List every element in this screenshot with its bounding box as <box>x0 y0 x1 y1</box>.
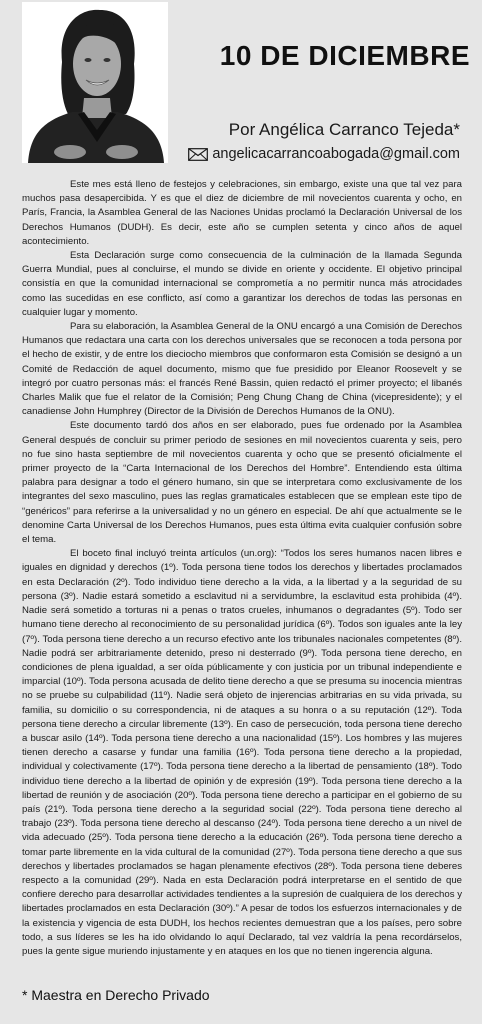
author-footnote: * Maestra en Derecho Privado <box>22 987 210 1003</box>
paragraph: Este mes está lleno de festejos y celebraciones, sin embargo, existe una que tal vez para muchos pasa desapercibida. Y es que el diez de diciembre de mil novecientos cuarenta y ocho, en París, Francia, la Asamblea General de las Naciones Unidas proclamó la Declaración Universal de los Derechos Humanos (DUDH). Es decir, este año se cumplen setenta y cinco años de aquel acontecimiento. <box>22 179 462 247</box>
paragraph: Esta Declaración surge como consecuencia de la culminación de la llamada Segunda Guerra Mundial, pues al concluirse, el mundo se divide en oriente y occidente. El objetivo principal consistía en que la comunidad internacional se comprometía a no permitir nunca más atrocidades como las sucedidas en ese conflicto, así como a garantizar los derechos de todas las personas en cualquier lugar y momento. <box>22 250 462 318</box>
article-title: 10 DE DICIEMBRE <box>219 40 470 71</box>
article-body <box>22 178 462 959</box>
author-byline: Por Angélica Carranco Tejeda* <box>228 120 460 139</box>
author-email[interactable]: angelicacarrancoabogada@gmail.com <box>212 146 460 162</box>
paragraph: Este documento tardó dos años en ser elaborado, pues fue ordenado por la Asamblea General después de concluir su primer periodo de sesiones en mil novecientos cuarenta y seis, pero no fue sino hasta septiembre de mil novecientos cuarenta y ocho que se presentó oficialmente el primer proyecto de la “Carta Internacional de los Derechos del Hombre”. Entendiendo esta última palabra para designar a todo el género humano, sin que se interpretara como exclusivamente de los integrantes del sexo masculino, pues las reglas gramaticales establecen que se emplean este tipo de “genéricos” para referirse a la universalidad y no un género en especial. De ahí que actualmente se le denomine Carta Universal de los Derechos Humanos, pues esta última evita cualquier confusión sobre el tema. <box>22 420 462 546</box>
author-email-row <box>188 146 460 162</box>
envelope-icon <box>188 148 208 161</box>
author-portrait <box>22 2 168 163</box>
paragraph: Para su elaboración, la Asamblea General de la ONU encargó a una Comisión de Derechos Humanos que redactara una carta con los derechos universales que se reconocen a toda persona por el hecho de existir, y de entre los dieciocho miembros que conformaron esta Comisión se designó a un Comité de Redacción de aquel documento, mismo que fue presidido por Eleanor Roosevelt y se integró por cuatro personas más: el francés René Bassin, quien redactó el primer proyecto; el libanés Charles Malik que fue el relator de la Comisión; Peng Chung Chang de China (vicepresidente); y el canadiense John Humphrey (Director de la División de Derechos Humanos de la ONU). <box>22 321 462 418</box>
paragraph: El boceto final incluyó treinta artículos (un.org): “Todos los seres humanos nacen libres e iguales en dignidad y derechos (1º). Toda persona tiene todos los derechos y libertades proclamados en esta Declaración (2º). Todo individuo tiene derecho a la vida, a la libertad y a la seguridad de su persona (3º). Nadie estará sometido a esclavitud ni a servidumbre, la esclavitud esta prohibida (4º). Nadie será sometido a torturas ni a penas o tratos crueles, inhumanos o degradantes (5º). Todo ser humano tiene derecho al reconocimiento de su personalidad jurídica (6º). Todos son iguales ante la ley (7º). Toda persona tiene derecho a un recurso efectivo ante los tribunales nacionales competentes (8º). Nadie podrá ser arbitrariamente detenido, preso ni desterrado (9º). Toda persona tiene derecho, en condiciones de plena igualdad, a ser oída públicamente y con justicia por un tribunal independiente e imparcial (10º). Toda persona acusada de delito tiene derecho a que se presuma su inocencia mientras no se pruebe su culpabilidad (11º). Nadie será objeto de injerencias arbitrarias en su vida privada, su familia, su domicilio o su correspondencia, ni de ataques a su honra o a su reputación (12º). Toda persona tiene derecho a circular libremente (13º). En caso de persecución, toda persona tiene derecho a buscar asilo (14º). Toda persona tiene derecho a una nacionalidad (15º). Los hombres y las mujeres tienen derecho a casarse y fundar una familia (16º). Toda persona tiene derecho a la propiedad, individual y colectivamente (17º). Toda persona tiene derecho a la libertad de pensamiento (18º). Todo individuo tiene derecho a la libertad de opinión y de expresión (19º). Toda persona tiene derecho a la libertad de reunión y de asociación (20º). Toda persona tiene derecho a participar en el gobierno de su país (21º). Toda persona tiene derecho a la seguridad social (22º). Toda persona tiene derecho al trabajo (23º). Toda persona tiene derecho al descanso (24º). Toda persona tiene derecho a un nivel de vida adecuado (25º). Toda persona tiene derecho a la educación (26º). Toda persona tiene derecho a tomar parte libremente en la vida cultural de la comunidad (27º). Toda persona tiene derecho a que sus derechos y libertades proclamados se hagan plenamente efectivos (28º). Toda persona tiene deberes respecto a la comunidad (29º). Nada en esta Declaración podrá interpretarse en el sentido de que confiere derecho para desarrollar actividades tendientes a la supresión de cualquiera de los derechos y libertades proclamados en esta Declaración (30º).” A pesar de todos los esfuerzos internacionales y de la existencia y vigencia de esta DUDH, los hechos recientes demuestran que a los países, pero sobre todo, a sus líderes se les ha ido olvidando lo aquí Declarado, tal vez valdría la pena recordárselos, pues la gente sigue muriendo injustamente y en ataques en los que no tienen ingerencia alguna. <box>22 548 462 957</box>
